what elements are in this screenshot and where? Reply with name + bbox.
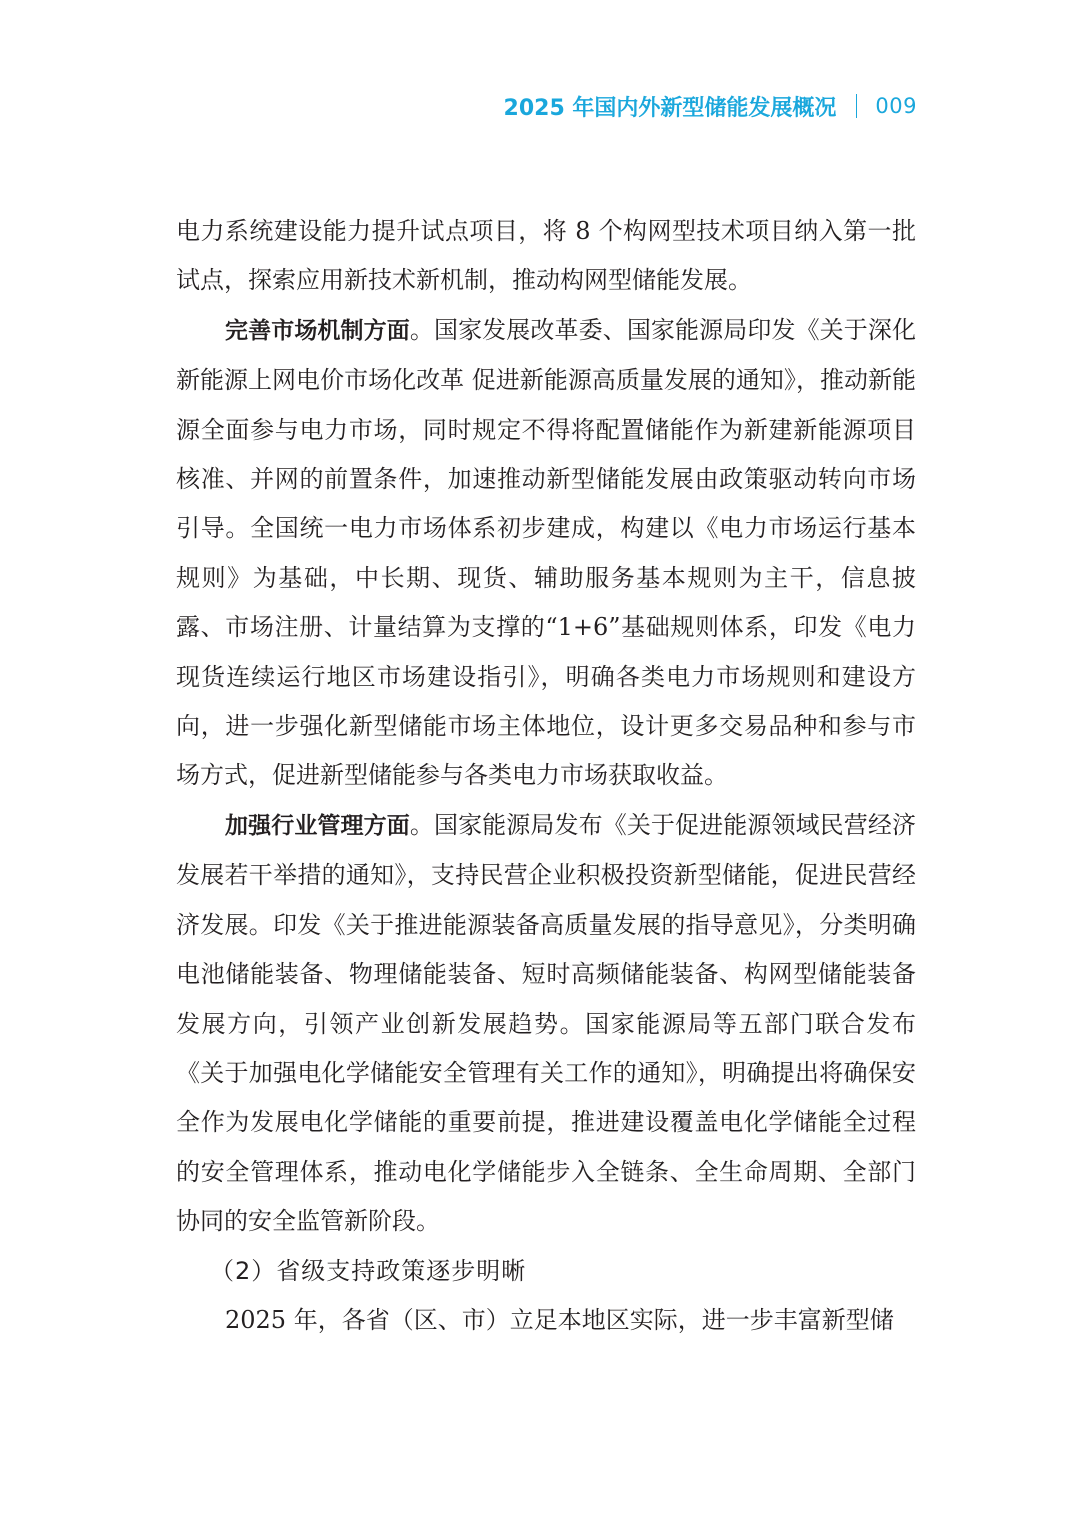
paragraph-continuation — [176, 207, 916, 306]
body-text — [176, 207, 916, 1345]
paragraph-text: 。国家能源局发布《关于促进能源领域民营经济发展若干举措的通知》，支持民营企业积极投资新型储能，促进民营经济发展。印发《关于推进能源装备高质量发展的指导意见》，分类明确电池储能装备、物理储能装备、短时高频储能装备、构网型储能装备发展方向，引领产业创新发展趋势。国家能源局等五部门联合发布《关于加强电化学储能安全管理有关工作的通知》，明确提出将确保安全作为发展电化学储能的重要前提，推进建设覆盖电化学储能全过程的安全管理体系，推动电化学储能步入全链条、全生命周期、全部门协同的安全监管新阶段。 — [176, 810, 917, 1236]
section-subheading: （2）省级支持政策逐步明晰 — [210, 1256, 527, 1285]
paragraph-lead-heading: 完善市场机制方面 — [225, 317, 410, 344]
header-title: 2025 年国内外新型储能发展概况 — [503, 95, 837, 121]
paragraph-market-mechanism — [176, 306, 916, 801]
running-header — [504, 88, 917, 124]
paragraph-text: 。国家发展改革委、国家能源局印发《关于深化新能源上网电价市场化改革 促进新能源高质量发展的通知》，推动新能源全面参与电力市场，同时规定不得将配置储能作为新建新能源项目核准、并网的前置条件，加速推动新型储能发展由政策驱动转向市场引导。全国统一电力市场体系初步建成，构建以《电力市场运行基本规则》为基础，中长期、现货、辅助服务基本规则为主干，信息披露、市场注册、计量结算为支撑的“1+6”基础规则体系，印发《电力现货连续运行地区市场建设指引》，明确各类电力市场规则和建设方向，进一步强化新型储能市场主体地位，设计更多交易品种和参与市场方式，促进新型储能参与各类电力市场获取收益。 — [176, 315, 917, 790]
paragraph-text: 2025 年，各省（区、市）立足本地区实际，进一步丰富新型储 — [225, 1305, 894, 1334]
header-divider — [856, 94, 857, 118]
page-number: 009 — [875, 94, 917, 118]
paragraph-industry-management — [176, 801, 916, 1247]
paragraph-lead-heading: 加强行业管理方面 — [225, 812, 410, 839]
paragraph-provincial-policy — [176, 1296, 916, 1345]
paragraph-text: 电力系统建设能力提升试点项目，将 8 个构网型技术项目纳入第一批试点，探索应用新技术新机制，推动构网型储能发展。 — [176, 217, 916, 295]
